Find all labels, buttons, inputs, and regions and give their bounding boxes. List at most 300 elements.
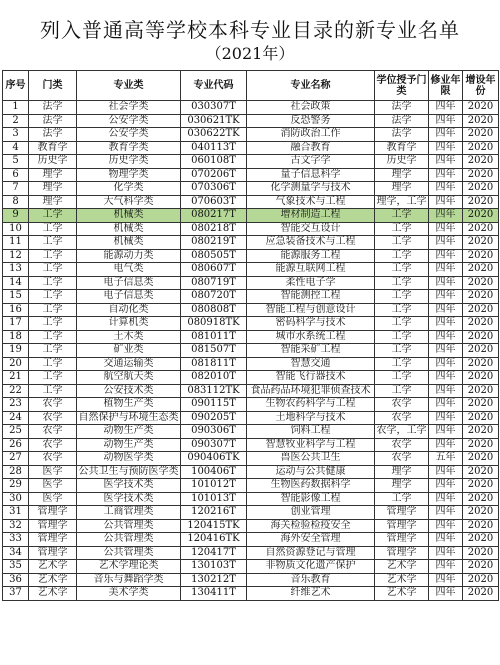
- cell-index: 1: [3, 101, 29, 115]
- cell-study-years: 四年: [429, 236, 463, 250]
- cell-major-name: 能源服务工程: [247, 249, 375, 263]
- cell-major-code: 120415TK: [181, 519, 247, 533]
- cell-index: 26: [3, 438, 29, 452]
- header-major-class: 专业类: [77, 71, 181, 101]
- cell-major-class: 音乐与舞蹈学类: [77, 573, 181, 587]
- cell-category: 教育学: [29, 141, 77, 155]
- cell-index: 12: [3, 249, 29, 263]
- cell-added-year: 2020: [463, 411, 499, 425]
- cell-added-year: 2020: [463, 573, 499, 587]
- header-study-years: 修业年限: [429, 71, 463, 101]
- cell-degree-category: 艺术学: [375, 587, 429, 601]
- cell-category: 历史学: [29, 155, 77, 169]
- cell-category: 工学: [29, 384, 77, 398]
- cell-category: 管理学: [29, 519, 77, 533]
- header-category: 门类: [29, 71, 77, 101]
- cell-degree-category: 管理学: [375, 506, 429, 520]
- table-row: [3, 357, 499, 371]
- cell-study-years: 四年: [429, 141, 463, 155]
- cell-added-year: 2020: [463, 425, 499, 439]
- cell-study-years: 四年: [429, 438, 463, 452]
- cell-added-year: 2020: [463, 263, 499, 277]
- cell-major-name: 消防政治工作: [247, 128, 375, 142]
- cell-index: 19: [3, 344, 29, 358]
- cell-study-years: 四年: [429, 398, 463, 412]
- cell-major-name: 智能工程与创意设计: [247, 303, 375, 317]
- cell-major-name: 密码科学与技术: [247, 317, 375, 331]
- cell-major-code: 080218T: [181, 222, 247, 236]
- cell-major-code: 040113T: [181, 141, 247, 155]
- cell-degree-category: 工学: [375, 209, 429, 223]
- cell-major-name: 量子信息科学: [247, 168, 375, 182]
- cell-degree-category: 农学: [375, 398, 429, 412]
- cell-major-name: 运动与公共健康: [247, 465, 375, 479]
- cell-major-code: 101012T: [181, 479, 247, 493]
- cell-major-class: 动物生产类: [77, 425, 181, 439]
- cell-major-code: 070206T: [181, 168, 247, 182]
- table-row: [3, 114, 499, 128]
- cell-added-year: 2020: [463, 479, 499, 493]
- table-row: [3, 182, 499, 196]
- cell-major-class: 化学类: [77, 182, 181, 196]
- cell-category: 艺术学: [29, 560, 77, 574]
- table-row: [3, 128, 499, 142]
- table-row: [3, 168, 499, 182]
- cell-major-name: 自然资源登记与管理: [247, 546, 375, 560]
- cell-major-code: 060108T: [181, 155, 247, 169]
- cell-major-code: 090307T: [181, 438, 247, 452]
- cell-major-class: 计算机类: [77, 317, 181, 331]
- cell-study-years: 四年: [429, 344, 463, 358]
- cell-degree-category: 艺术学: [375, 560, 429, 574]
- cell-degree-category: 理学: [375, 479, 429, 493]
- cell-added-year: 2020: [463, 546, 499, 560]
- cell-category: 农学: [29, 398, 77, 412]
- cell-degree-category: 工学: [375, 263, 429, 277]
- cell-added-year: 2020: [463, 290, 499, 304]
- cell-degree-category: 工学: [375, 276, 429, 290]
- table-header-row: [3, 71, 499, 101]
- cell-major-class: 艺术学理论类: [77, 560, 181, 574]
- cell-degree-category: 工学: [375, 290, 429, 304]
- cell-added-year: 2020: [463, 506, 499, 520]
- cell-major-code: 081507T: [181, 344, 247, 358]
- cell-major-class: 土木类: [77, 330, 181, 344]
- table-row: [3, 330, 499, 344]
- cell-index: 28: [3, 465, 29, 479]
- cell-category: 理学: [29, 168, 77, 182]
- cell-major-name: 智能影像工程: [247, 492, 375, 506]
- cell-study-years: 四年: [429, 195, 463, 209]
- cell-study-years: 五年: [429, 452, 463, 466]
- cell-index: 15: [3, 290, 29, 304]
- cell-major-name: 生物农药科学与工程: [247, 398, 375, 412]
- cell-study-years: 四年: [429, 479, 463, 493]
- cell-study-years: 四年: [429, 276, 463, 290]
- cell-index: 24: [3, 411, 29, 425]
- cell-major-class: 电气类: [77, 263, 181, 277]
- table-row: [3, 506, 499, 520]
- cell-degree-category: 理学: [375, 182, 429, 196]
- cell-index: 3: [3, 128, 29, 142]
- cell-category: 工学: [29, 344, 77, 358]
- header-degree-category: 学位授予门类: [375, 71, 429, 101]
- cell-study-years: 四年: [429, 114, 463, 128]
- cell-index: 18: [3, 330, 29, 344]
- table-row: [3, 560, 499, 574]
- cell-major-class: 机械类: [77, 236, 181, 250]
- cell-added-year: 2020: [463, 155, 499, 169]
- cell-added-year: 2020: [463, 168, 499, 182]
- cell-major-class: 公安技术类: [77, 384, 181, 398]
- cell-study-years: 四年: [429, 573, 463, 587]
- cell-study-years: 四年: [429, 425, 463, 439]
- cell-degree-category: 工学: [375, 303, 429, 317]
- cell-major-name: 城市水系统工程: [247, 330, 375, 344]
- table-row: [3, 195, 499, 209]
- cell-category: 管理学: [29, 506, 77, 520]
- cell-category: 理学: [29, 195, 77, 209]
- cell-category: 工学: [29, 330, 77, 344]
- cell-major-name: 古文字学: [247, 155, 375, 169]
- cell-category: 工学: [29, 276, 77, 290]
- cell-index: 27: [3, 452, 29, 466]
- cell-added-year: 2020: [463, 128, 499, 142]
- cell-degree-category: 管理学: [375, 533, 429, 547]
- header-added-year: 增设年份: [463, 71, 499, 101]
- table-row: [3, 492, 499, 506]
- cell-study-years: 四年: [429, 546, 463, 560]
- cell-index: 25: [3, 425, 29, 439]
- cell-category: 管理学: [29, 546, 77, 560]
- cell-major-code: 080219T: [181, 236, 247, 250]
- table-row: [3, 479, 499, 493]
- cell-added-year: 2020: [463, 236, 499, 250]
- cell-major-code: 080217T: [181, 209, 247, 223]
- cell-category: 工学: [29, 222, 77, 236]
- cell-degree-category: 农学: [375, 452, 429, 466]
- cell-major-code: 090115T: [181, 398, 247, 412]
- cell-major-code: 120216T: [181, 506, 247, 520]
- cell-major-code: 080505T: [181, 249, 247, 263]
- cell-major-code: 030621TK: [181, 114, 247, 128]
- cell-study-years: 四年: [429, 263, 463, 277]
- cell-category: 工学: [29, 249, 77, 263]
- cell-major-class: 公共管理类: [77, 546, 181, 560]
- table-row: [3, 317, 499, 331]
- cell-index: 4: [3, 141, 29, 155]
- cell-major-code: 080607T: [181, 263, 247, 277]
- cell-major-name: 土地科学与技术: [247, 411, 375, 425]
- cell-major-code: 070603T: [181, 195, 247, 209]
- cell-major-class: 物理学类: [77, 168, 181, 182]
- table-row: [3, 438, 499, 452]
- cell-added-year: 2020: [463, 560, 499, 574]
- cell-category: 管理学: [29, 533, 77, 547]
- cell-index: 11: [3, 236, 29, 250]
- cell-index: 37: [3, 587, 29, 601]
- cell-index: 21: [3, 371, 29, 385]
- cell-added-year: 2020: [463, 492, 499, 506]
- cell-degree-category: 工学: [375, 330, 429, 344]
- cell-index: 13: [3, 263, 29, 277]
- cell-major-code: 080918TK: [181, 317, 247, 331]
- table-row: [3, 344, 499, 358]
- cell-major-class: 公共卫生与预防医学类: [78, 465, 179, 477]
- cell-study-years: 四年: [429, 182, 463, 196]
- cell-major-class: 公安学类: [77, 114, 181, 128]
- cell-added-year: 2020: [463, 371, 499, 385]
- cell-study-years: 四年: [429, 357, 463, 371]
- cell-index: 34: [3, 546, 29, 560]
- cell-category: 法学: [29, 128, 77, 142]
- table-row: [3, 371, 499, 385]
- cell-degree-category: 法学: [375, 128, 429, 142]
- cell-major-code: 082010T: [181, 371, 247, 385]
- cell-major-code: 090205T: [181, 411, 247, 425]
- table-row: [3, 411, 499, 425]
- cell-added-year: 2020: [463, 317, 499, 331]
- table-row: [3, 141, 499, 155]
- header-major-code: 专业代码: [181, 71, 247, 101]
- cell-major-class: 动物医学类: [77, 452, 181, 466]
- cell-added-year: 2020: [463, 344, 499, 358]
- cell-added-year: 2020: [463, 182, 499, 196]
- cell-major-code: 100406T: [181, 465, 247, 479]
- cell-major-code: 030307T: [181, 101, 247, 115]
- cell-study-years: 四年: [429, 411, 463, 425]
- cell-major-name: 社会政策: [247, 101, 375, 115]
- table-row: [3, 249, 499, 263]
- cell-study-years: 四年: [429, 330, 463, 344]
- cell-major-code: 130103T: [181, 560, 247, 574]
- cell-index: 16: [3, 303, 29, 317]
- table-row: [3, 101, 499, 115]
- cell-category: 工学: [29, 357, 77, 371]
- cell-degree-category: 教育学: [375, 141, 429, 155]
- cell-category: 工学: [29, 263, 77, 277]
- cell-index: 2: [3, 114, 29, 128]
- cell-added-year: 2020: [463, 438, 499, 452]
- cell-index: 31: [3, 506, 29, 520]
- cell-major-class: 医学技术类: [77, 492, 181, 506]
- table-row: [3, 587, 499, 601]
- cell-index: 33: [3, 533, 29, 547]
- cell-degree-category: 工学: [375, 371, 429, 385]
- cell-major-name: 智能测控工程: [247, 290, 375, 304]
- table-row: [3, 155, 499, 169]
- cell-major-code: 070306T: [181, 182, 247, 196]
- cell-index: 10: [3, 222, 29, 236]
- cell-study-years: 四年: [429, 128, 463, 142]
- cell-major-code: 083112TK: [181, 384, 247, 398]
- cell-study-years: 四年: [429, 303, 463, 317]
- cell-major-name: 智能交互设计: [247, 222, 375, 236]
- cell-major-code: 081011T: [181, 330, 247, 344]
- table-row: [3, 573, 499, 587]
- cell-degree-category: 管理学: [375, 519, 429, 533]
- cell-major-class: 交通运输类: [77, 357, 181, 371]
- cell-added-year: 2020: [463, 330, 499, 344]
- cell-category: 理学: [29, 182, 77, 196]
- cell-major-name: 音乐教育: [247, 573, 375, 587]
- cell-study-years: 四年: [429, 465, 463, 479]
- cell-major-name: 生物医药数据科学: [247, 479, 375, 493]
- cell-degree-category: 工学: [375, 317, 429, 331]
- cell-added-year: 2020: [463, 114, 499, 128]
- cell-index: 14: [3, 276, 29, 290]
- cell-major-name: 海外安全管理: [247, 533, 375, 547]
- cell-added-year: 2020: [463, 533, 499, 547]
- table-row: [3, 384, 499, 398]
- table-row: [3, 465, 499, 479]
- cell-added-year: 2020: [463, 357, 499, 371]
- cell-added-year: 2020: [463, 222, 499, 236]
- cell-major-class: 教育学类: [77, 141, 181, 155]
- document-subtitle: （2021年）: [205, 44, 295, 63]
- cell-degree-category: 农学: [375, 411, 429, 425]
- table-row: [3, 222, 499, 236]
- cell-major-name: 纤维艺术: [247, 587, 375, 601]
- cell-added-year: 2020: [463, 195, 499, 209]
- table-row: [3, 425, 499, 439]
- table-row: [3, 290, 499, 304]
- cell-category: 工学: [29, 236, 77, 250]
- cell-major-class: 电子信息类: [77, 290, 181, 304]
- cell-major-code: 120416TK: [181, 533, 247, 547]
- cell-category: 工学: [29, 209, 77, 223]
- cell-category: 农学: [29, 411, 77, 425]
- cell-major-name: 智慧交通: [247, 357, 375, 371]
- cell-major-class: 公共管理类: [77, 533, 181, 547]
- table-row: [3, 303, 499, 317]
- cell-index: 7: [3, 182, 29, 196]
- cell-index: 20: [3, 357, 29, 371]
- cell-index: 36: [3, 573, 29, 587]
- cell-study-years: 四年: [429, 101, 463, 115]
- cell-major-code: 081811T: [181, 357, 247, 371]
- cell-degree-category: 管理学: [375, 546, 429, 560]
- cell-degree-category: 工学: [375, 384, 429, 398]
- cell-major-class: 大气科学类: [77, 195, 181, 209]
- cell-major-code: 080720T: [181, 290, 247, 304]
- cell-major-name: 能源互联网工程: [247, 263, 375, 277]
- cell-major-class: 植物生产类: [77, 398, 181, 412]
- cell-study-years: 四年: [429, 168, 463, 182]
- table-row: [3, 236, 499, 250]
- cell-major-class: 机械类: [77, 222, 181, 236]
- cell-study-years: 四年: [429, 222, 463, 236]
- cell-major-class: 公安学类: [77, 128, 181, 142]
- cell-major-class: 历史学类: [77, 155, 181, 169]
- cell-degree-category: 工学: [375, 222, 429, 236]
- table-row: [3, 276, 499, 290]
- cell-major-code: 090406TK: [181, 452, 247, 466]
- cell-added-year: 2020: [463, 209, 499, 223]
- cell-major-code: 120417T: [181, 546, 247, 560]
- cell-degree-category: 理学: [375, 168, 429, 182]
- cell-major-class: 工商管理类: [77, 506, 181, 520]
- cell-degree-category: 历史学: [375, 155, 429, 169]
- cell-index: 9: [3, 209, 29, 223]
- cell-degree-category: 法学: [375, 114, 429, 128]
- cell-study-years: 四年: [429, 209, 463, 223]
- cell-major-name: 非物质文化遗产保护: [247, 560, 375, 574]
- cell-category: 医学: [29, 465, 77, 479]
- cell-degree-category: 理学: [375, 465, 429, 479]
- cell-category: 工学: [29, 303, 77, 317]
- cell-major-name: 应急装备技术与工程: [247, 236, 375, 250]
- cell-degree-category: 理学，工学: [376, 195, 427, 207]
- cell-index: 35: [3, 560, 29, 574]
- table-body: [3, 101, 499, 601]
- cell-added-year: 2020: [463, 141, 499, 155]
- cell-index: 23: [3, 398, 29, 412]
- cell-major-code: 080719T: [181, 276, 247, 290]
- cell-index: 22: [3, 384, 29, 398]
- header-major-name: 专业名称: [247, 71, 375, 101]
- cell-category: 医学: [29, 479, 77, 493]
- cell-study-years: 四年: [429, 290, 463, 304]
- cell-major-class: 矿业类: [77, 344, 181, 358]
- cell-major-class: 自然保护与环境生态类: [78, 411, 179, 423]
- table-row: [3, 263, 499, 277]
- cell-major-class: 自动化类: [77, 303, 181, 317]
- cell-category: 农学: [29, 452, 77, 466]
- cell-study-years: 四年: [429, 533, 463, 547]
- table-row: [3, 519, 499, 533]
- cell-degree-category: 法学: [375, 101, 429, 115]
- cell-index: 17: [3, 317, 29, 331]
- cell-major-name: 食品药品环境犯罪侦查技术: [247, 384, 375, 398]
- cell-study-years: 四年: [429, 506, 463, 520]
- cell-added-year: 2020: [463, 398, 499, 412]
- cell-major-code: 080808T: [181, 303, 247, 317]
- cell-major-class: 航空航天类: [77, 371, 181, 385]
- cell-major-code: 101013T: [181, 492, 247, 506]
- table-row: [3, 546, 499, 560]
- cell-study-years: 四年: [429, 560, 463, 574]
- cell-major-name: 反恐警务: [247, 114, 375, 128]
- cell-study-years: 四年: [429, 519, 463, 533]
- cell-added-year: 2020: [463, 249, 499, 263]
- cell-major-class: 能源动力类: [77, 249, 181, 263]
- cell-major-code: 030622TK: [181, 128, 247, 142]
- cell-category: 艺术学: [29, 573, 77, 587]
- cell-category: 农学: [29, 425, 77, 439]
- cell-major-name: 融合教育: [247, 141, 375, 155]
- cell-major-name: 饲料工程: [247, 425, 375, 439]
- cell-added-year: 2020: [463, 384, 499, 398]
- cell-major-name: 兽医公共卫生: [247, 452, 375, 466]
- cell-major-name: 智慧牧业科学与工程: [247, 438, 375, 452]
- cell-added-year: 2020: [463, 587, 499, 601]
- cell-major-class: 机械类: [77, 209, 181, 223]
- cell-index: 5: [3, 155, 29, 169]
- cell-major-code: 090306T: [181, 425, 247, 439]
- cell-degree-category: 工学: [375, 249, 429, 263]
- cell-major-name: 海关检验检疫安全: [247, 519, 375, 533]
- cell-degree-category: 农学，工学: [376, 425, 427, 437]
- cell-study-years: 四年: [429, 317, 463, 331]
- cell-added-year: 2020: [463, 101, 499, 115]
- cell-major-code: 130212T: [181, 573, 247, 587]
- major-list-table: [2, 70, 499, 601]
- cell-major-name: 化学测量学与技术: [247, 182, 375, 196]
- cell-index: 29: [3, 479, 29, 493]
- cell-study-years: 四年: [429, 371, 463, 385]
- cell-category: 农学: [29, 438, 77, 452]
